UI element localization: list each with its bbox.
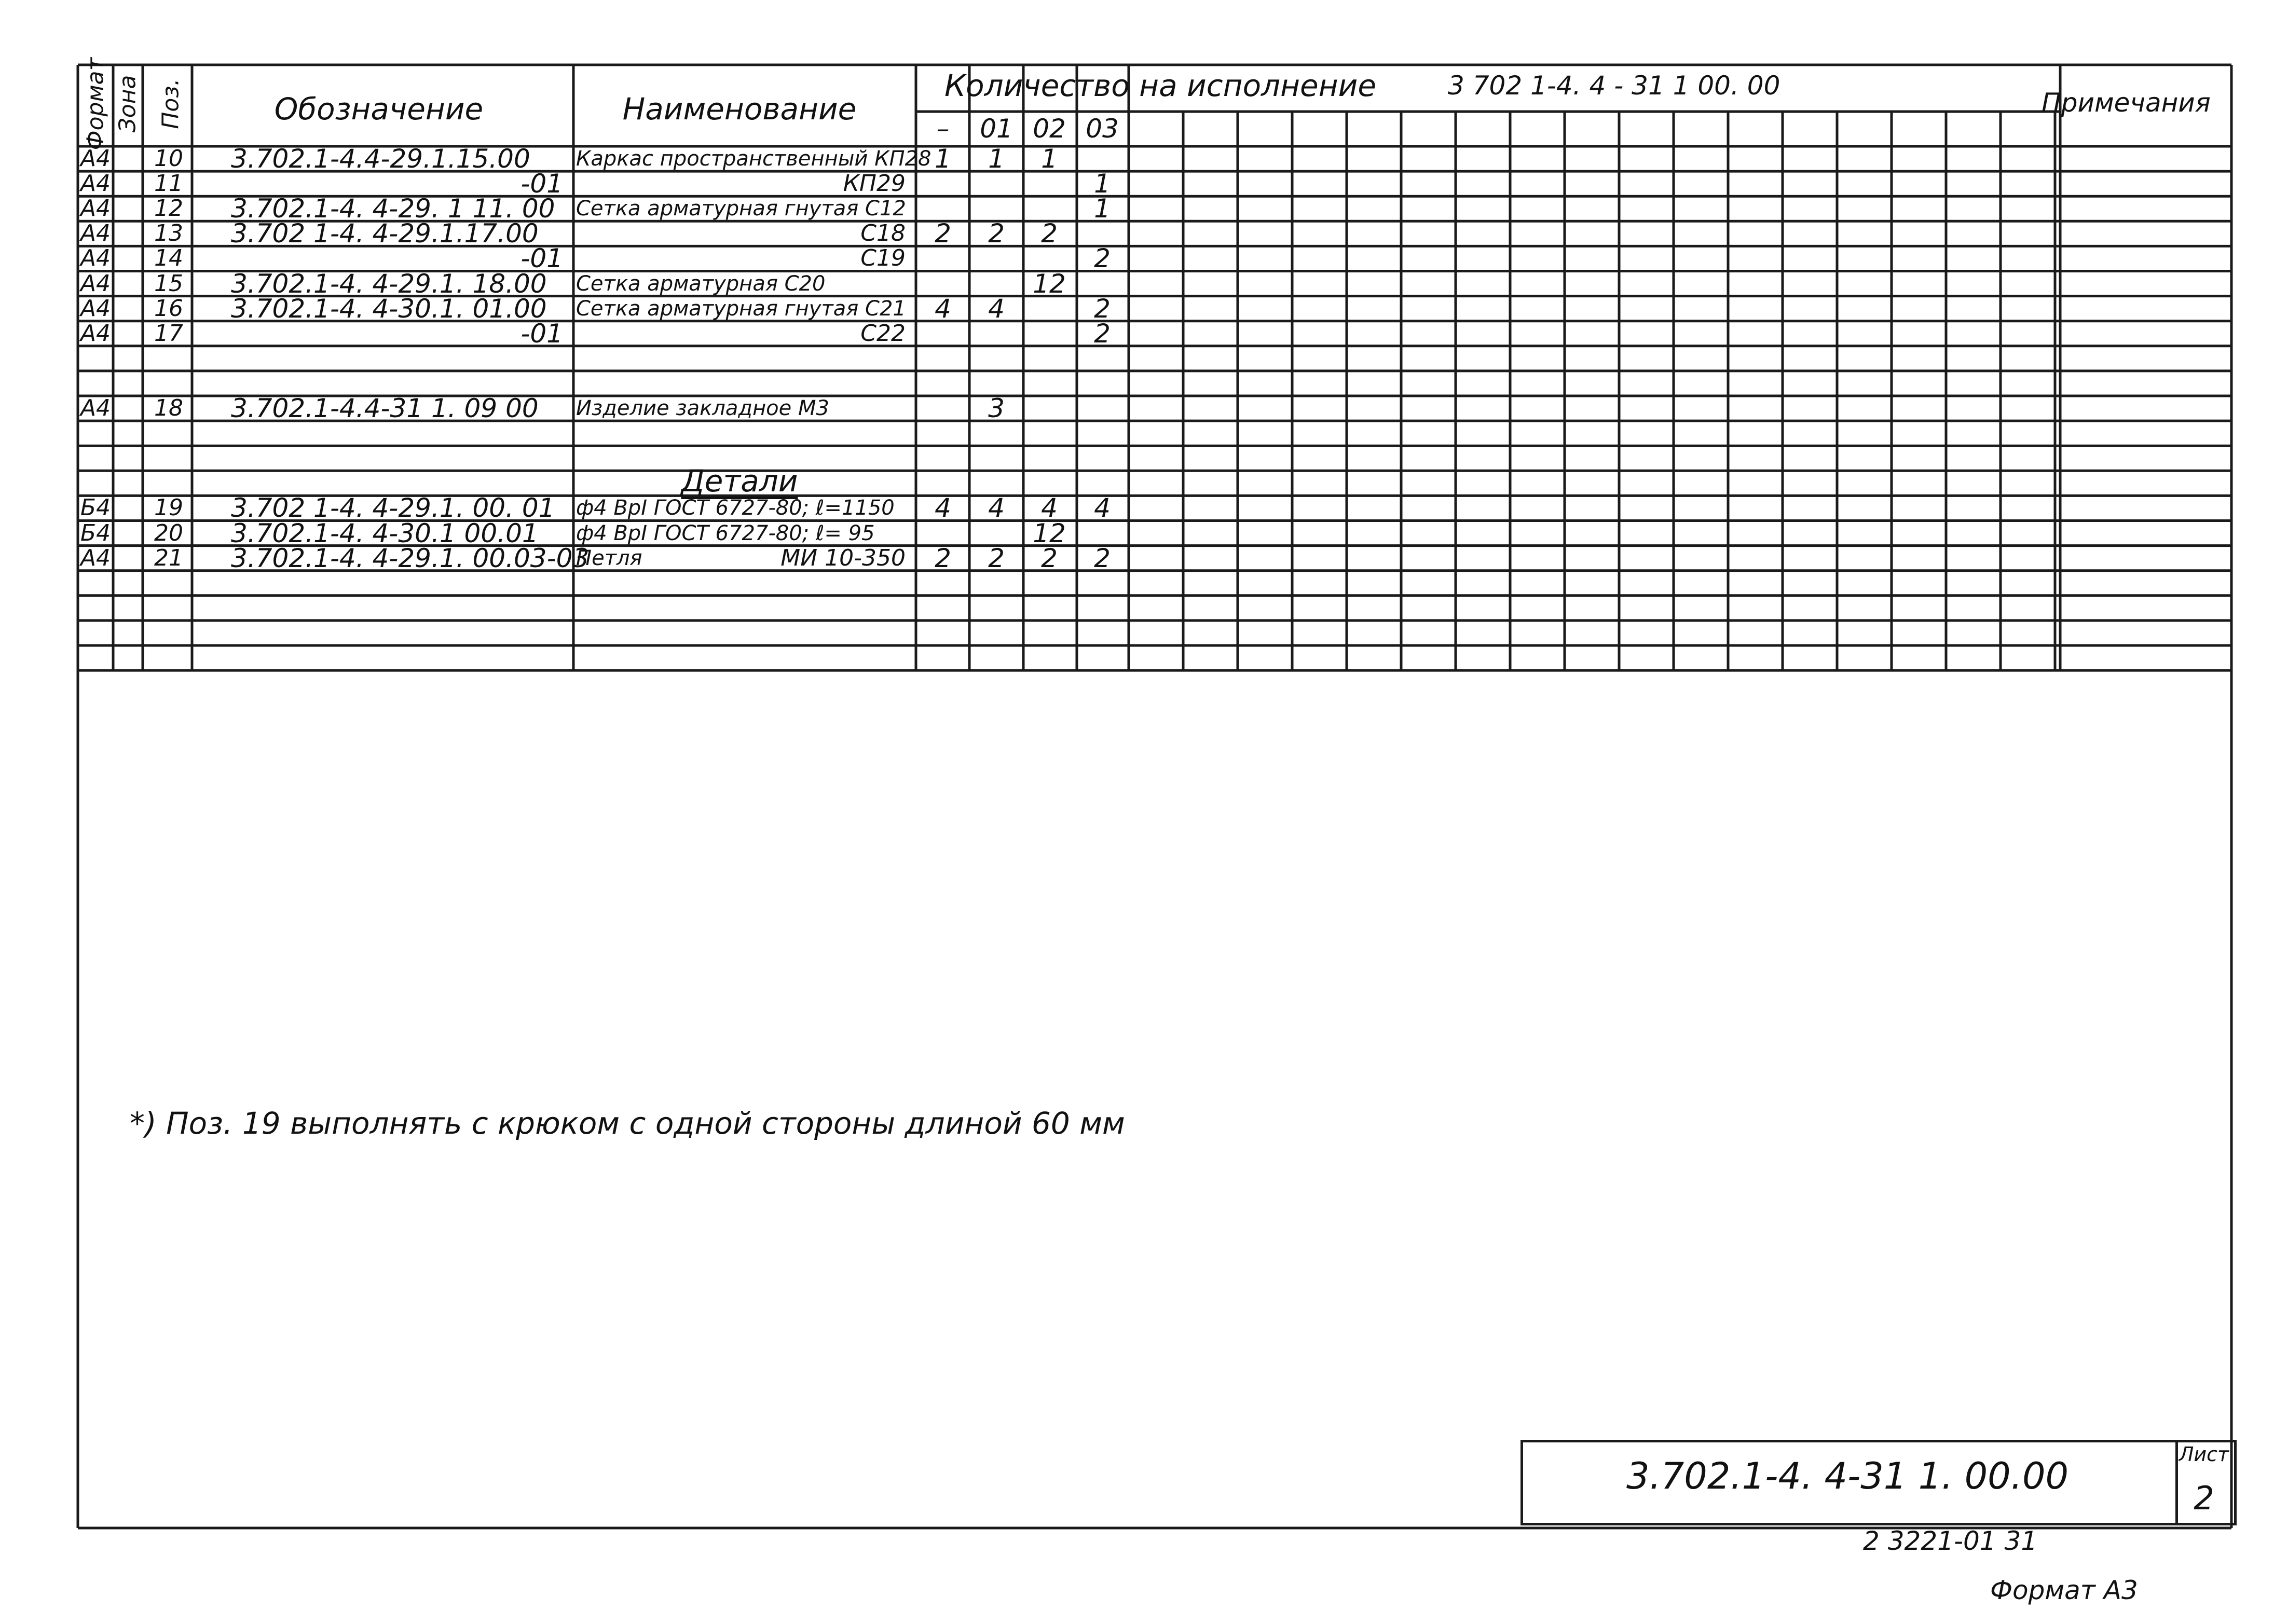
row-position: 15	[154, 270, 183, 297]
row-quantity: 4	[935, 493, 951, 524]
row-quantity: 4	[988, 493, 1005, 524]
row-position: 21	[154, 544, 183, 571]
row-quantity: 1	[1094, 169, 1111, 199]
row-format: А4	[80, 220, 111, 247]
row-name: Каркас пространственный КП28	[576, 147, 931, 171]
row-name-suffix: МИ 10-350	[780, 544, 906, 571]
row-quantity: 2	[1094, 543, 1111, 573]
variant-col-03: 03	[1086, 114, 1119, 144]
row-quantity: 2	[1041, 218, 1058, 249]
row-quantity: 4	[935, 293, 951, 324]
row-name: Сетка арматурная С20	[576, 271, 826, 296]
row-format: А4	[80, 145, 111, 172]
row-position: 17	[154, 320, 183, 347]
row-quantity: 12	[1033, 518, 1066, 548]
row-designation: 3.702.1-4. 4-29. 1 11. 00	[231, 194, 555, 224]
row-designation: 3.702.1-4.4-29.1.15.00	[231, 144, 530, 174]
row-position: 13	[154, 220, 183, 247]
row-name: Сетка арматурная гнутая С21	[576, 296, 906, 321]
row-designation: 3.702.1-4. 4-29.1. 18.00	[231, 268, 547, 299]
row-quantity: 12	[1033, 268, 1066, 299]
row-format: А4	[80, 195, 111, 222]
row-name: ф4 ВрI ГОСТ 6727-80; ℓ=1150	[576, 496, 895, 520]
row-name: Петля	[576, 546, 642, 570]
row-name-suffix: КП29	[843, 170, 906, 197]
row-designation: 3.702 1-4. 4-29.1. 00. 01	[231, 493, 555, 524]
header-name: Наименование	[622, 91, 857, 127]
row-quantity: 3	[988, 393, 1005, 424]
row-name: Сетка арматурная гнутая С12	[576, 197, 906, 221]
row-quantity: 2	[1041, 543, 1058, 573]
row-position: 19	[154, 494, 183, 521]
header-quantity: Количество на исполнение	[944, 68, 1377, 103]
row-position: 14	[154, 245, 183, 272]
row-format: А4	[80, 170, 111, 197]
row-name-suffix: С19	[860, 245, 906, 272]
row-position: 12	[154, 195, 183, 222]
header-pos: Поз.	[157, 78, 184, 129]
row-quantity: 1	[988, 144, 1005, 174]
row-quantity: 2	[1094, 318, 1111, 349]
row-format: А4	[80, 270, 111, 297]
section-title: Детали	[681, 463, 798, 499]
variant-col-02: 02	[1033, 114, 1066, 144]
footnote: *) Поз. 19 выполнять с крюком с одной стороны длиной 60 мм	[130, 1106, 1125, 1141]
row-format: А4	[80, 295, 111, 322]
row-quantity: 4	[1041, 493, 1058, 524]
row-designation: 3.702.1-4. 4-30.1. 01.00	[231, 293, 547, 324]
row-format: А4	[80, 320, 111, 347]
row-position: 10	[154, 145, 183, 172]
row-position: 20	[154, 519, 183, 546]
row-designation-variant: -01	[520, 318, 563, 349]
header-zone: Зона	[114, 75, 141, 133]
row-position: 16	[154, 295, 183, 322]
row-quantity: 1	[935, 144, 951, 174]
row-quantity: 1	[1094, 194, 1111, 224]
sheet-number: 2	[2194, 1479, 2214, 1517]
row-designation-variant: -01	[520, 169, 563, 199]
row-designation: 3.702 1-4. 4-29.1.17.00	[231, 218, 539, 249]
variant-col-01: 01	[980, 114, 1013, 144]
header-quantity-doc: 3 702 1-4. 4 - 31 1 00. 00	[1448, 71, 1780, 101]
row-format: А4	[80, 395, 111, 422]
row-name-suffix: С18	[860, 220, 906, 247]
row-format: Б4	[80, 519, 111, 546]
row-position: 11	[154, 170, 183, 197]
row-designation: 3.702.1-4. 4-29.1. 00.03-03	[231, 543, 590, 573]
row-quantity: 4	[988, 293, 1005, 324]
sheet-label: Лист	[2179, 1443, 2229, 1466]
variant-col-base: –	[936, 114, 950, 144]
row-designation: 3.702.1-4.4-31 1. 09 00	[231, 393, 539, 424]
row-quantity: 4	[1094, 493, 1111, 524]
row-quantity: 2	[935, 543, 951, 573]
row-quantity: 2	[935, 218, 951, 249]
row-format: А4	[80, 544, 111, 571]
format-label: Формат А3	[1990, 1575, 2138, 1605]
row-name-suffix: С22	[860, 320, 906, 347]
row-name: ф4 ВрI ГОСТ 6727-80; ℓ= 95	[576, 521, 875, 545]
row-quantity: 2	[1094, 243, 1111, 274]
inventory-number: 2 3221-01 31	[1863, 1526, 2038, 1556]
row-position: 18	[154, 395, 183, 422]
row-name: Изделие закладное М3	[576, 396, 829, 421]
header-note: Примечания	[2042, 88, 2211, 118]
row-quantity: 1	[1041, 144, 1058, 174]
header-format: Формат	[82, 57, 109, 150]
header-designation: Обозначение	[274, 91, 484, 127]
row-designation: 3.702.1-4. 4-30.1 00.01	[231, 518, 539, 548]
row-quantity: 2	[988, 218, 1005, 249]
row-quantity: 2	[988, 543, 1005, 573]
row-designation-variant: -01	[520, 243, 563, 274]
row-format: Б4	[80, 494, 111, 521]
row-format: А4	[80, 245, 111, 272]
doc-number: 3.702.1-4. 4-31 1. 00.00	[1626, 1455, 2069, 1497]
row-quantity: 2	[1094, 293, 1111, 324]
